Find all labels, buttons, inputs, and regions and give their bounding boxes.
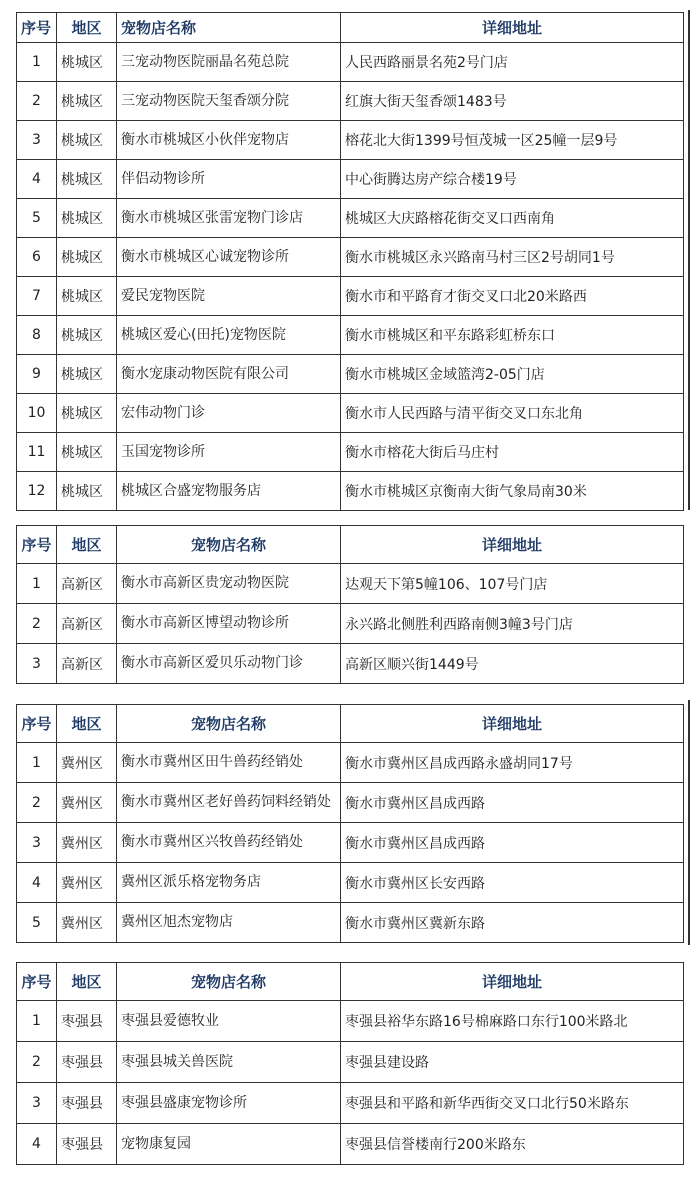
- table-row: [17, 433, 684, 472]
- row-area-cell: 桃城区: [57, 433, 117, 472]
- table-row: [17, 903, 684, 943]
- row-number-cell: 9: [17, 355, 57, 394]
- table-row: [17, 121, 684, 160]
- row-number-cell: 3: [17, 1083, 57, 1124]
- row-shop-name-cell: 衡水市冀州区老好兽药饲料经销处: [117, 783, 341, 823]
- row-shop-name-cell: 衡水宠康动物医院有限公司: [117, 355, 341, 394]
- table-row: [17, 82, 684, 121]
- header-area: 地区: [57, 13, 117, 43]
- table-row: [17, 564, 684, 604]
- table-body: [17, 1001, 684, 1165]
- row-number-cell: 3: [17, 823, 57, 863]
- row-address-cell: 衡水市冀州区昌成西路: [341, 783, 684, 823]
- row-number-cell: 7: [17, 277, 57, 316]
- row-shop-name-cell: 枣强县爱德牧业: [117, 1001, 341, 1042]
- row-number-cell: 4: [17, 160, 57, 199]
- row-shop-name-cell: 衡水市高新区博望动物诊所: [117, 604, 341, 644]
- row-address-cell: 枣强县裕华东路16号棉麻路口东行100米路北: [341, 1001, 684, 1042]
- table-body: [17, 43, 684, 511]
- header-area: 地区: [57, 963, 117, 1001]
- row-address-cell: 枣强县和平路和新华西街交叉口北行50米路东: [341, 1083, 684, 1124]
- table-row: [17, 238, 684, 277]
- row-shop-name-cell: 伴侣动物诊所: [117, 160, 341, 199]
- row-address-cell: 枣强县信誉楼南行200米路东: [341, 1124, 684, 1165]
- row-shop-name-cell: 衡水市冀州区田牛兽药经销处: [117, 743, 341, 783]
- row-shop-name-cell: 衡水市高新区爱贝乐动物门诊: [117, 644, 341, 684]
- header-area: 地区: [57, 526, 117, 564]
- row-shop-name-cell: 宏伟动物门诊: [117, 394, 341, 433]
- row-area-cell: 高新区: [57, 604, 117, 644]
- row-shop-name-cell: 三宠动物医院天玺香颂分院: [117, 82, 341, 121]
- row-number-cell: 3: [17, 644, 57, 684]
- row-shop-name-cell: 枣强县盛康宠物诊所: [117, 1083, 341, 1124]
- row-address-cell: 衡水市冀州区冀新东路: [341, 903, 684, 943]
- row-address-cell: 衡水市人民西路与清平街交叉口东北角: [341, 394, 684, 433]
- row-number-cell: 12: [17, 472, 57, 511]
- row-address-cell: 衡水市榕花大街后马庄村: [341, 433, 684, 472]
- scan-edge-line: [688, 10, 690, 510]
- row-address-cell: 枣强县建设路: [341, 1042, 684, 1083]
- header-address: 详细地址: [341, 526, 684, 564]
- row-number-cell: 2: [17, 82, 57, 121]
- row-shop-name-cell: 衡水市桃城区张雷宠物门诊店: [117, 199, 341, 238]
- row-number-cell: 2: [17, 604, 57, 644]
- header-no: 序号: [17, 526, 57, 564]
- row-area-cell: 桃城区: [57, 121, 117, 160]
- row-address-cell: 衡水市和平路育才街交叉口北20米路西: [341, 277, 684, 316]
- row-address-cell: 红旗大街天玺香颂1483号: [341, 82, 684, 121]
- row-shop-name-cell: 桃城区爱心(田托)宠物医院: [117, 316, 341, 355]
- table-taocheng: [16, 12, 684, 511]
- table-body: [17, 743, 684, 943]
- row-area-cell: 冀州区: [57, 743, 117, 783]
- row-shop-name-cell: 衡水市桃城区心诚宠物诊所: [117, 238, 341, 277]
- row-number-cell: 4: [17, 863, 57, 903]
- row-area-cell: 冀州区: [57, 823, 117, 863]
- row-number-cell: 2: [17, 783, 57, 823]
- pet-shop-table: [16, 962, 684, 1165]
- row-area-cell: 冀州区: [57, 863, 117, 903]
- table-row: [17, 394, 684, 433]
- table-row: [17, 1083, 684, 1124]
- row-number-cell: 3: [17, 121, 57, 160]
- row-shop-name-cell: 三宠动物医院丽晶名苑总院: [117, 43, 341, 82]
- row-area-cell: 桃城区: [57, 316, 117, 355]
- row-area-cell: 桃城区: [57, 82, 117, 121]
- row-address-cell: 衡水市桃城区永兴路南马村三区2号胡同1号: [341, 238, 684, 277]
- pet-shop-table: [16, 704, 684, 943]
- row-address-cell: 衡水市桃城区金域篮湾2-05门店: [341, 355, 684, 394]
- header-address: 详细地址: [341, 705, 684, 743]
- row-shop-name-cell: 玉国宠物诊所: [117, 433, 341, 472]
- table-jizhou: [16, 704, 684, 943]
- pet-shop-table: [16, 525, 684, 684]
- header-row: [17, 13, 684, 43]
- table-row: [17, 355, 684, 394]
- table-row: [17, 316, 684, 355]
- row-shop-name-cell: 爱民宠物医院: [117, 277, 341, 316]
- row-area-cell: 枣强县: [57, 1042, 117, 1083]
- header-row: [17, 705, 684, 743]
- row-address-cell: 衡水市冀州区昌成西路: [341, 823, 684, 863]
- row-area-cell: 高新区: [57, 564, 117, 604]
- header-row: [17, 963, 684, 1001]
- row-area-cell: 冀州区: [57, 903, 117, 943]
- row-address-cell: 人民西路丽景名苑2号门店: [341, 43, 684, 82]
- row-area-cell: 桃城区: [57, 355, 117, 394]
- row-number-cell: 5: [17, 903, 57, 943]
- header-no: 序号: [17, 963, 57, 1001]
- table-gaoxin: [16, 525, 684, 684]
- row-number-cell: 11: [17, 433, 57, 472]
- row-address-cell: 衡水市桃城区京衡南大街气象局南30米: [341, 472, 684, 511]
- row-area-cell: 桃城区: [57, 394, 117, 433]
- header-no: 序号: [17, 705, 57, 743]
- header-area: 地区: [57, 705, 117, 743]
- table-row: [17, 823, 684, 863]
- row-shop-name-cell: 桃城区合盛宠物服务店: [117, 472, 341, 511]
- row-area-cell: 枣强县: [57, 1124, 117, 1165]
- row-address-cell: 中心街腾达房产综合楼19号: [341, 160, 684, 199]
- header-name: 宠物店名称: [117, 705, 341, 743]
- row-shop-name-cell: 衡水市冀州区兴牧兽药经销处: [117, 823, 341, 863]
- scan-edge-line: [688, 700, 690, 945]
- row-address-cell: 衡水市冀州区长安西路: [341, 863, 684, 903]
- table-row: [17, 160, 684, 199]
- table-zaoqiang: [16, 962, 684, 1165]
- header-name: 宠物店名称: [117, 13, 341, 43]
- row-area-cell: 冀州区: [57, 783, 117, 823]
- row-shop-name-cell: 衡水市桃城区小伙伴宠物店: [117, 121, 341, 160]
- row-area-cell: 枣强县: [57, 1083, 117, 1124]
- table-row: [17, 743, 684, 783]
- row-area-cell: 桃城区: [57, 160, 117, 199]
- table-row: [17, 472, 684, 511]
- row-number-cell: 8: [17, 316, 57, 355]
- row-address-cell: 衡水市冀州区昌成西路永盛胡同17号: [341, 743, 684, 783]
- row-address-cell: 永兴路北侧胜利西路南侧3幢3号门店: [341, 604, 684, 644]
- row-area-cell: 桃城区: [57, 43, 117, 82]
- table-row: [17, 199, 684, 238]
- row-shop-name-cell: 宠物康复园: [117, 1124, 341, 1165]
- row-shop-name-cell: 冀州区旭杰宠物店: [117, 903, 341, 943]
- table-body: [17, 564, 684, 684]
- row-number-cell: 10: [17, 394, 57, 433]
- row-address-cell: 衡水市桃城区和平东路彩虹桥东口: [341, 316, 684, 355]
- row-area-cell: 桃城区: [57, 199, 117, 238]
- table-row: [17, 604, 684, 644]
- row-number-cell: 2: [17, 1042, 57, 1083]
- header-row: [17, 526, 684, 564]
- table-row: [17, 277, 684, 316]
- row-number-cell: 1: [17, 743, 57, 783]
- row-number-cell: 6: [17, 238, 57, 277]
- row-area-cell: 桃城区: [57, 277, 117, 316]
- table-row: [17, 1042, 684, 1083]
- row-address-cell: 榕花北大街1399号恒茂城一区25幢一层9号: [341, 121, 684, 160]
- header-address: 详细地址: [341, 963, 684, 1001]
- table-row: [17, 863, 684, 903]
- row-area-cell: 桃城区: [57, 472, 117, 511]
- table-row: [17, 43, 684, 82]
- row-area-cell: 桃城区: [57, 238, 117, 277]
- row-number-cell: 5: [17, 199, 57, 238]
- header-no: 序号: [17, 13, 57, 43]
- row-number-cell: 1: [17, 43, 57, 82]
- row-area-cell: 枣强县: [57, 1001, 117, 1042]
- table-row: [17, 783, 684, 823]
- row-shop-name-cell: 衡水市高新区贵宠动物医院: [117, 564, 341, 604]
- row-area-cell: 高新区: [57, 644, 117, 684]
- pet-shop-table: [16, 12, 684, 511]
- row-shop-name-cell: 冀州区派乐格宠物务店: [117, 863, 341, 903]
- row-number-cell: 4: [17, 1124, 57, 1165]
- row-address-cell: 高新区顺兴街1449号: [341, 644, 684, 684]
- row-address-cell: 桃城区大庆路榕花街交叉口西南角: [341, 199, 684, 238]
- row-number-cell: 1: [17, 1001, 57, 1042]
- header-name: 宠物店名称: [117, 963, 341, 1001]
- table-row: [17, 1001, 684, 1042]
- header-address: 详细地址: [341, 13, 684, 43]
- row-number-cell: 1: [17, 564, 57, 604]
- table-row: [17, 1124, 684, 1165]
- row-shop-name-cell: 枣强县城关兽医院: [117, 1042, 341, 1083]
- header-name: 宠物店名称: [117, 526, 341, 564]
- row-address-cell: 达观天下第5幢106、107号门店: [341, 564, 684, 604]
- table-row: [17, 644, 684, 684]
